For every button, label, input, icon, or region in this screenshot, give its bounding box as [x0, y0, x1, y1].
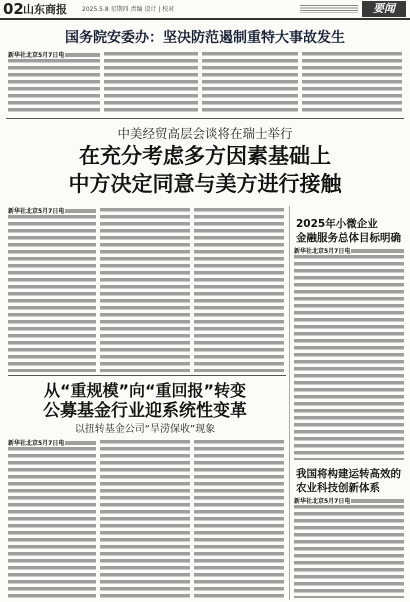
body-text-column: [194, 440, 284, 598]
article-3-subhead: 以扭转基金公司“旱涝保收”现象: [74, 424, 216, 435]
body-text-column: [302, 52, 402, 112]
body-text-column: [194, 208, 284, 372]
body-text-column: [100, 440, 190, 598]
body-text-column: [8, 52, 100, 112]
body-text-column: [8, 208, 96, 372]
dateline: 新华社北京5月7日电: [8, 440, 65, 447]
dateline: 新华社北京5月7日电: [8, 52, 65, 59]
sidebar-article-2-headline-line2: 农业科技创新体系: [296, 482, 380, 494]
article-2-headline-line1: 在充分考虑多方因素基础上: [79, 144, 331, 168]
header-rule: [0, 18, 410, 20]
page-number: 02: [3, 0, 24, 18]
article-2-kicker: 中美经贸高层会谈将在瑞士举行: [117, 126, 293, 141]
section-divider: [8, 375, 286, 376]
body-text-column: [294, 248, 404, 460]
body-text-column: [8, 440, 96, 598]
sidebar-article-2-headline-line1: 我国将构建运转高效的: [296, 468, 401, 480]
issue-info: 2025.5.8 星期四 责编 设计 | 校对: [82, 6, 175, 13]
body-text-column: [100, 208, 190, 372]
sidebar-article-1-headline-line1: 2025年小微企业: [296, 218, 378, 230]
body-text-column: [294, 498, 404, 598]
dateline: 新华社北京5月7日电: [294, 498, 351, 505]
article-3-headline-line1: 从“重规模”向“重回报”转变: [43, 381, 247, 400]
paper-name: 山东商报: [23, 3, 67, 16]
section-label: 要闻: [362, 1, 406, 17]
header-stripe-decoration: [300, 5, 358, 13]
body-text-column: [202, 52, 298, 112]
section-divider: [6, 118, 404, 119]
body-text-column: [104, 52, 198, 112]
dateline: 新华社北京5月7日电: [8, 208, 65, 215]
article-2-headline-line2: 中方决定同意与美方进行接触: [68, 172, 342, 196]
article-3-headline-line2: 公募基金行业迎系统性变革: [43, 401, 247, 421]
sidebar-article-1-headline-line2: 金融服务总体目标明确: [296, 232, 401, 244]
dateline: 新华社北京5月7日电: [294, 248, 351, 255]
article-1-headline: 国务院安委办：坚决防范遏制重特大事故发生: [65, 30, 345, 46]
